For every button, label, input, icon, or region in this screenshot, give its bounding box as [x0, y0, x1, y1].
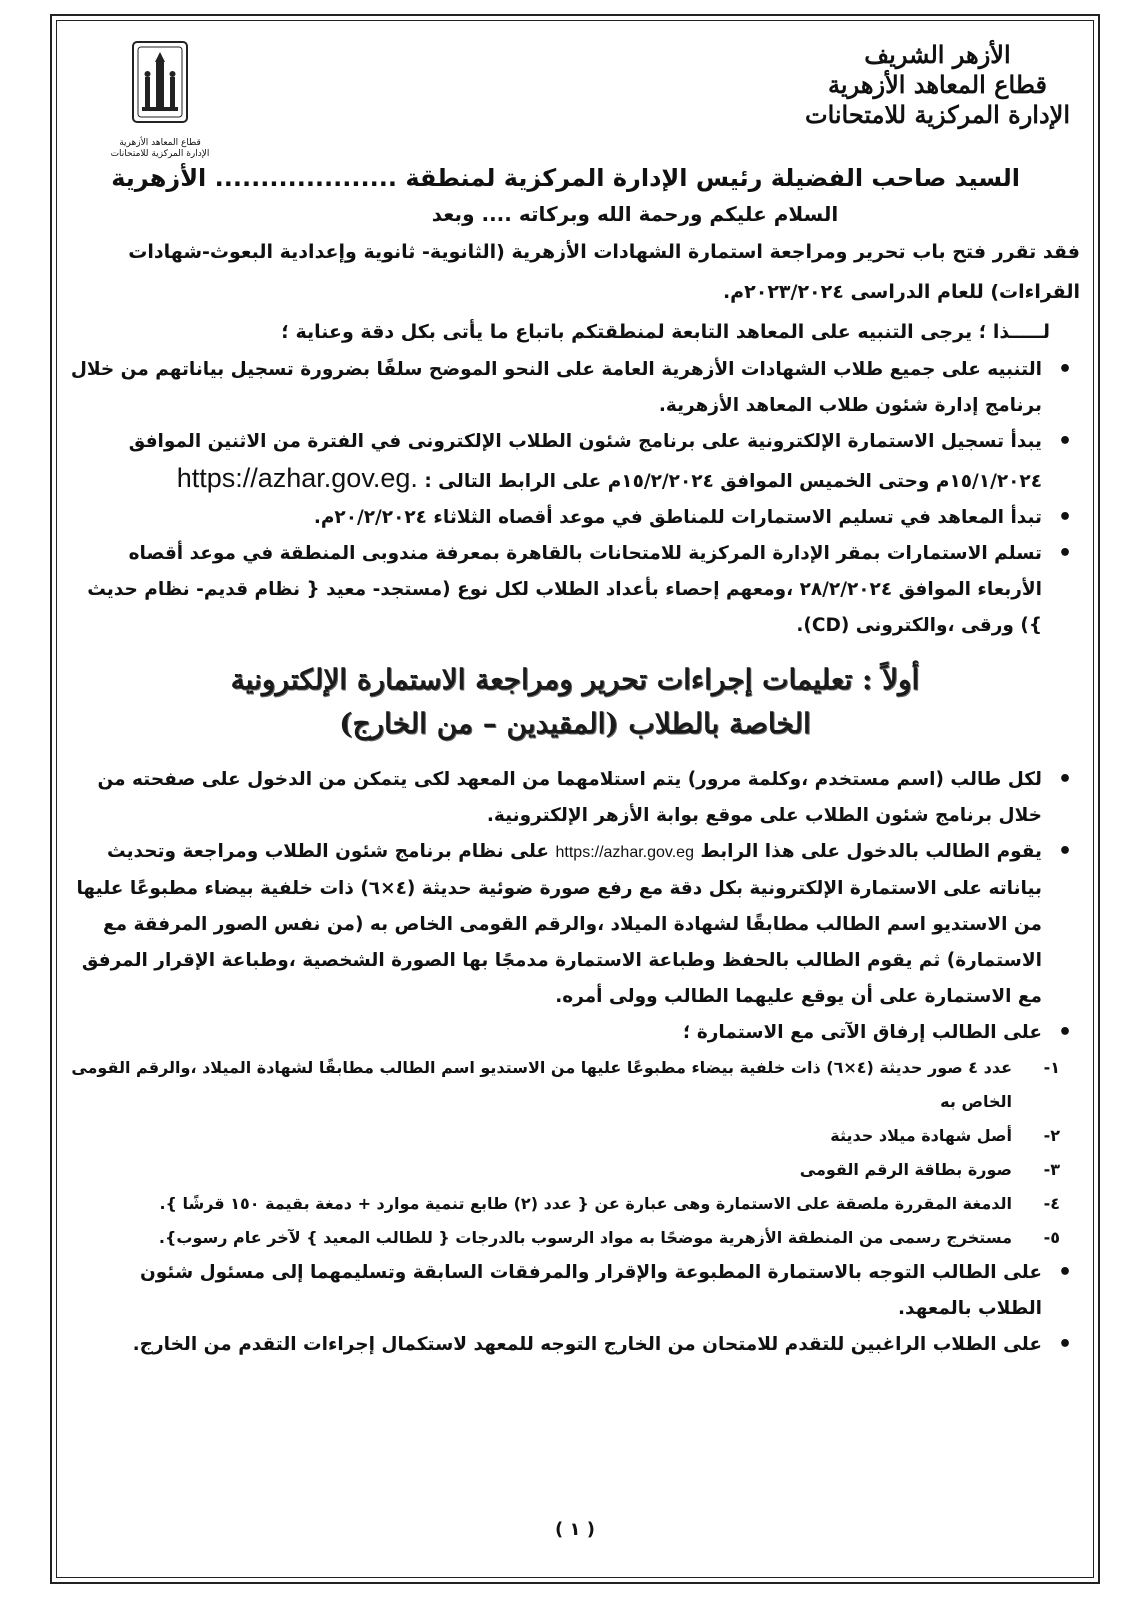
- letterhead: [70, 30, 1080, 160]
- al-azhar-emblem: [100, 32, 220, 160]
- list-item-text: يبدأ تسجيل الاستمارة الإلكترونية على برنامج شئون الطلاب الإلكترونى في الفترة من الاثنين الموافق ١٥/١/٢٠٢٤م وحتى الخميس الموافق ١٥/٢/٢٠٢٤م على الرابط التالى :: [128, 431, 1042, 492]
- list-item: [70, 1015, 1080, 1051]
- item-number: ٢-: [1043, 1126, 1060, 1145]
- section-heading: [70, 658, 1080, 746]
- list-item: [70, 1255, 1080, 1327]
- list-item: [70, 1327, 1080, 1363]
- list-item: [70, 762, 1080, 834]
- list-item-text: لكل طالب (اسم مستخدم ،وكلمة مرور) يتم استلامهما من المعهد لكى يتمكن من الدخول على صفحته من خلال برنامج شئون الطلاب على موقع بوابة الأزهر الإلكترونية.: [97, 769, 1042, 826]
- azhar-portal-link[interactable]: https://azhar.gov.eg.: [176, 463, 418, 493]
- attachments-list: [70, 1051, 1080, 1255]
- emblem-logo-icon: [125, 32, 195, 132]
- item-number: ٥-: [1043, 1228, 1060, 1247]
- item-number: ٤-: [1043, 1194, 1060, 1213]
- emblem-caption-line-2: الإدارة المركزية للامتحانات: [110, 149, 210, 159]
- attachment-item: [70, 1221, 1060, 1255]
- item-text: عدد ٤ صور حديثة (٤×٦) ذات خلفية بيضاء مطبوعًا عليها من الاستديو اسم الطالب مطابقًا لشهادة الميلاد ،والرقم القومى الخاص به: [71, 1058, 1012, 1111]
- list-item: [70, 536, 1080, 644]
- bullet-icon: •: [1057, 505, 1072, 530]
- instruction-line: لـــــذا ؛ يرجى التنبيه على المعاهد التابعة لمنطقتكم باتباع ما يأتى بكل دقة وعناية ؛: [281, 321, 1050, 343]
- item-text: أصل شهادة ميلاد حديثة: [830, 1126, 1012, 1145]
- list-item-text: على نظام برنامج شئون الطلاب ومراجعة وتحديث بياناته على الاستمارة الإلكترونية بكل دقة مع رفع صورة ضوئية حديثة (٤×٦) ذات خلفية بيضاء مطبوعًا عليها من الاستديو اسم الطالب مطابقًا لشهادة الميلاد ،والرقم القومى الخاص به (من نفس الصور المرفقة مع الاستمارة) ثم يقوم الطالب بالحفظ وطباعة الاستمارة مدمجًا بها الصورة الشخصية ،وطباعة الإقرار المرفق مع الاستمارة على أن يوقع عليهما الطالب وولى أمره.: [76, 841, 1042, 1007]
- intro-paragraph: فقد تقرر فتح باب تحرير ومراجعة استمارة الشهادات الأزهرية (الثانوية- ثانوية وإعدادية البعوث-شهادات القراءات) للعام الدراسى ٢٠٢٣/٢٠٢٤م.: [128, 241, 1080, 303]
- bullet-icon: •: [1057, 429, 1072, 454]
- list-item-text: على الطالب إرفاق الآتى مع الاستمارة ؛: [683, 1022, 1042, 1043]
- item-number: ١-: [1043, 1058, 1060, 1077]
- bullet-icon: •: [1057, 1020, 1072, 1045]
- list-item: [70, 424, 1080, 500]
- item-text: الدمغة المقررة ملصقة على الاستمارة وهى عبارة عن { عدد (٢) طابع تنمية موارد + دمغة بقيمة ١٥٠ قرشًا }.: [159, 1194, 1012, 1213]
- bullet-icon: •: [1057, 767, 1072, 792]
- attachment-item: [70, 1187, 1060, 1221]
- bullet-icon: •: [1057, 1260, 1072, 1285]
- list-item-text: يقوم الطالب بالدخول على هذا الرابط: [700, 841, 1042, 862]
- item-number: ٣-: [1043, 1160, 1060, 1179]
- attachment-item: [70, 1051, 1060, 1119]
- emblem-caption-line-1: قطاع المعاهد الأزهرية: [119, 138, 201, 148]
- student-portal-link[interactable]: https://azhar.gov.eg: [555, 844, 694, 861]
- attachment-item: [70, 1153, 1060, 1187]
- list-item: [70, 834, 1080, 1015]
- bottom-instructions-list: [70, 1255, 1080, 1363]
- bullet-icon: •: [1057, 1332, 1072, 1357]
- section-title-line-2: الخاصة بالطلاب (المقيدين – من الخارج): [339, 707, 811, 740]
- recipient-line: السيد صاحب الفضيلة رئيس الإدارة المركزية لمنطقة .................... الأزهرية: [111, 164, 1020, 192]
- list-item-text: على الطالب التوجه بالاستمارة المطبوعة والإقرار والمرفقات السابقة وتسليمهما إلى مسئول شئون الطلاب بالمعهد.: [140, 1262, 1042, 1319]
- bullet-icon: •: [1057, 839, 1072, 864]
- attachment-item: [70, 1119, 1060, 1153]
- top-instructions-list: [70, 352, 1080, 644]
- list-item-text: على الطلاب الراغبين للتقدم للامتحان من الخارج التوجه للمعهد لاستكمال إجراءات التقدم من الخارج.: [132, 1334, 1042, 1355]
- list-item-text: تسلم الاستمارات بمقر الإدارة المركزية للامتحانات بالقاهرة بمعرفة مندوبى المنطقة في موعد أقصاه الأربعاء الموافق ٢٨/٢/٢٠٢٤ ،ومعهم إحصاء بأعداد الطلاب لكل نوع (مستجد- معيد { نظام قديم- نظام حديث }) ورقى ،والكترونى (CD).: [87, 543, 1042, 636]
- item-text: صورة بطاقة الرقم القومى: [799, 1160, 1012, 1179]
- item-text: مستخرج رسمى من المنطقة الأزهرية موضحًا به مواد الرسوب بالدرجات { للطالب المعيد } لآخر عام رسوب}.: [158, 1228, 1012, 1247]
- greeting-line: السلام عليكم ورحمة الله وبركاته .... وبعد: [431, 202, 839, 226]
- list-item: [70, 500, 1080, 536]
- document-body: [70, 30, 1080, 1570]
- emblem-caption: [100, 138, 220, 160]
- org-line-2: قطاع المعاهد الأزهرية: [828, 70, 1047, 99]
- list-item: [70, 352, 1080, 424]
- page-number: ( ١ ): [555, 1519, 595, 1540]
- org-line-1: الأزهر الشريف: [864, 40, 1011, 69]
- list-item-text: تبدأ المعاهد في تسليم الاستمارات للمناطق في موعد أقصاه الثلاثاء ٢٠/٢/٢٠٢٤م.: [313, 507, 1042, 528]
- list-item-text: التنبيه على جميع طلاب الشهادات الأزهرية العامة على النحو الموضح سلفًا بضرورة تسجيل بياناتهم من خلال برنامج إدارة شئون طلاب المعاهد الأزهرية.: [70, 359, 1042, 416]
- bullet-icon: •: [1057, 541, 1072, 566]
- section-instructions-list: [70, 762, 1080, 1051]
- org-line-3: الإدارة المركزية للامتحانات: [804, 100, 1070, 129]
- organization-name-block: [805, 40, 1070, 130]
- bullet-icon: •: [1057, 357, 1072, 382]
- section-title-line-1: أولاً : تعليمات إجراءات تحرير ومراجعة الاستمارة الإلكترونية: [230, 663, 920, 696]
